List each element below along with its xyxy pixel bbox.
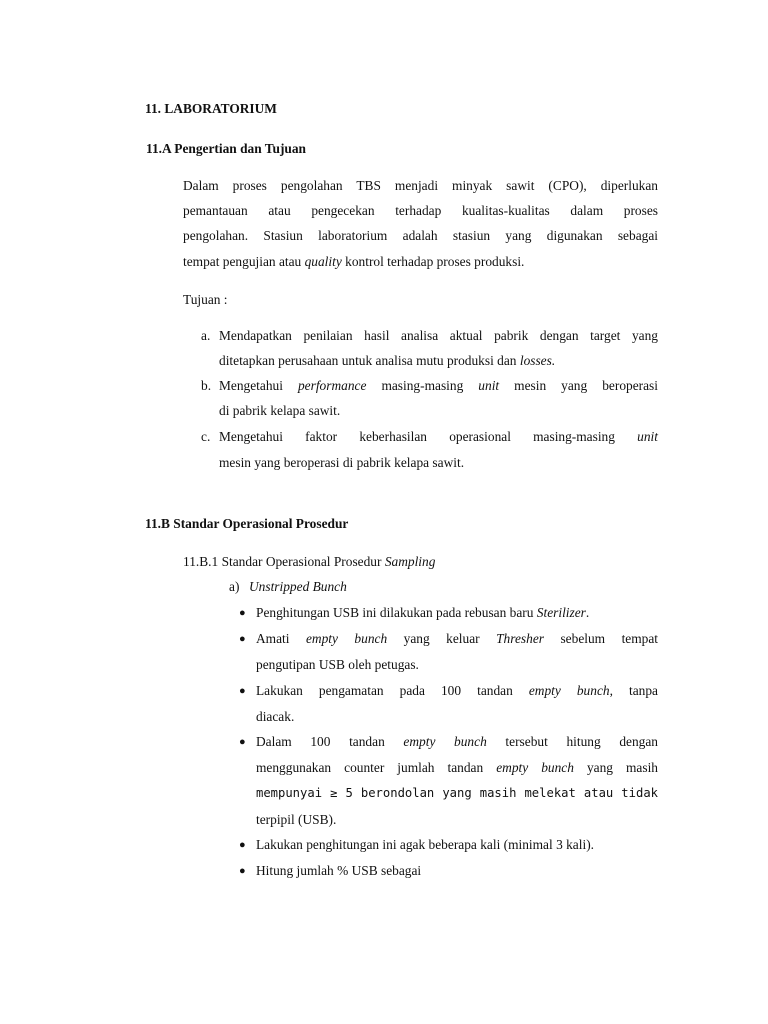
para-line: pemantauan atau pengecekan terhadap kualitas-kualitas dalam proses [183,203,658,218]
list-item-line: mesin yang beroperasi di pabrik kelapa sawit. [219,455,465,470]
bullet-line: Lakukan pengamatan pada 100 tandan empty bunch, tanpa [256,683,658,698]
sub-item-marker: a) [229,579,240,594]
bullet-icon: ● [239,865,246,877]
bullet-line: Amati empty bunch yang keluar Thresher sebelum tempat [256,631,659,646]
bullet-line: Penghitungan USB ini dilakukan pada rebusan baru Sterilizer. [256,605,590,620]
bullet-line: Hitung jumlah % USB sebagai [256,863,422,878]
para-line: pengolahan. Stasiun laboratorium adalah stasiun yang digunakan sebagai [183,228,658,243]
bullet-line: menggunakan counter jumlah tandan empty bunch yang masih [256,760,658,775]
para-line: Dalam proses pengolahan TBS menjadi minyak sawit (CPO), diperlukan [183,178,658,193]
list-item-line: Mengetahui performance masing-masing unit mesin yang beroperasi [219,378,658,393]
bullet-icon: ● [239,685,246,697]
bullet-line: diacak. [256,709,295,724]
list-marker: b. [201,378,212,393]
bullet-line: Dalam 100 tandan empty bunch tersebut hitung dengan [256,734,659,749]
page-title: 11. LABORATORIUM [145,101,277,116]
bullet-line: mempunyai ≥ 5 berondolan yang masih melekat atau tidak [256,786,658,800]
list-item-line: ditetapkan perusahaan untuk analisa mutu produksi dan losses. [219,353,556,368]
bullet-icon: ● [239,607,246,619]
sub-item-label: Unstripped Bunch [249,579,347,594]
list-item-line: di pabrik kelapa sawit. [219,403,341,418]
para-line: tempat pengujian atau quality kontrol terhadap proses produksi. [183,254,525,269]
bullet-line: terpipil (USB). [256,812,337,827]
section-b-title: 11.B Standar Operasional Prosedur [145,516,349,531]
list-marker: a. [201,328,211,343]
bullet-line: Lakukan penghitungan ini agak beberapa kali (minimal 3 kali). [256,837,595,852]
bullet-icon: ● [239,736,246,748]
tujuan-label: Tujuan : [183,292,228,307]
list-item-line: Mengetahui faktor keberhasilan operasional masing-masing unit [219,429,658,444]
bullet-icon: ● [239,839,246,851]
section-a-title: 11.A Pengertian dan Tujuan [146,141,306,156]
subsection-title: 11.B.1 Standar Operasional Prosedur Sampling [183,554,436,569]
list-marker: c. [201,429,211,444]
bullet-icon: ● [239,633,246,645]
list-item-line: Mendapatkan penilaian hasil analisa aktual pabrik dengan target yang [219,328,658,343]
bullet-line: pengutipan USB oleh petugas. [256,657,419,672]
